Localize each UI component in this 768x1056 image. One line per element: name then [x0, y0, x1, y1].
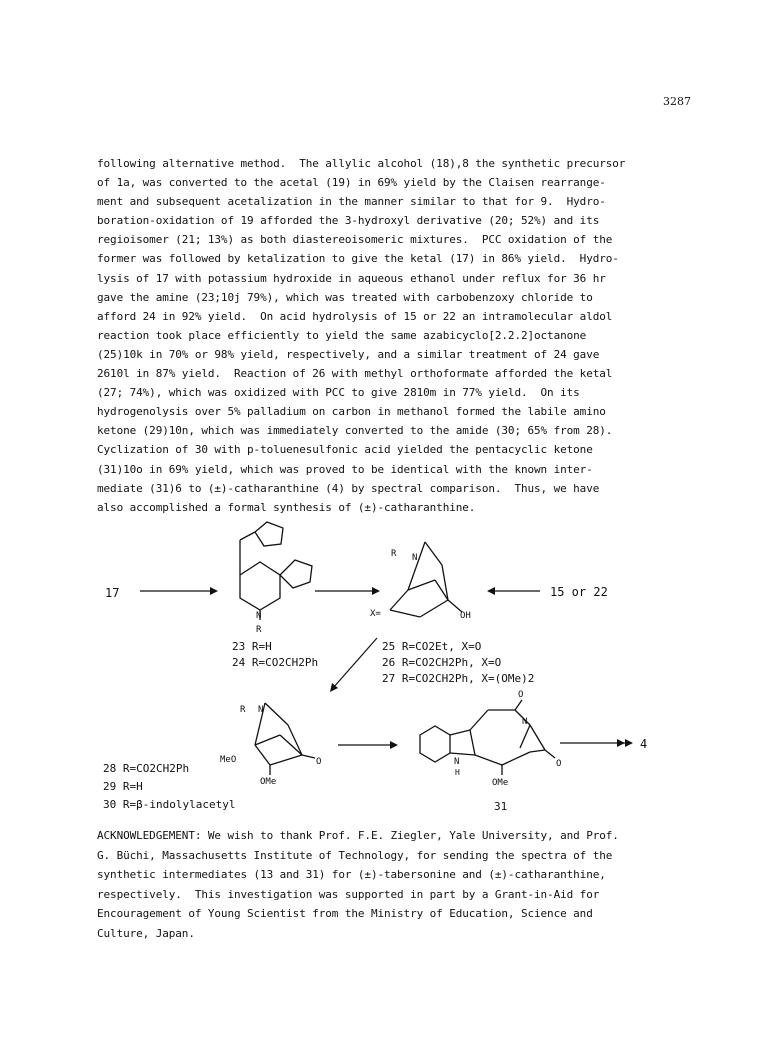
bicyclic-x: X= [370, 609, 381, 619]
pentacycle-n-indole: N [454, 757, 460, 767]
body-line: of 1a, was converted to the acetal (19) in 69% yield by the Claisen rearrange- [97, 176, 606, 190]
compound-4-label: 4 [640, 737, 648, 751]
bicyclic-r: R [391, 549, 397, 559]
body-line: former was followed by ketalization to give the ketal (17) in 86% yield. Hydro- [97, 252, 619, 266]
compound-30-label: 30 R=β-indolylacetyl [103, 798, 236, 811]
piperidine-ketal-structure [240, 522, 312, 635]
body-line: (31)10o in 69% yield, which was proved to be identical with the known inter- [97, 462, 593, 476]
bicyclic-oh: OH [460, 611, 471, 621]
page-number: 3287 [663, 95, 691, 108]
bicyclic-ketone-structure [220, 703, 321, 787]
compound-24-label: 24 R=CO2CH2Ph [232, 656, 319, 669]
body-line: (27; 74%), which was oxidized with PCC to give 2810m in 77% yield. On its [97, 386, 580, 400]
compound-27-label: 27 R=CO2CH2Ph, X=(OMe)2 [382, 672, 535, 685]
ack-line: synthetic intermediates (13 and 31) for (±)-tabersonine and (±)-catharanthine, [97, 868, 606, 881]
arrow-5-head [390, 741, 398, 749]
body-line: gave the amine (23;10j 79%), which was treated with carbobenzoxy chloride to [97, 290, 593, 304]
compound-15-22-label: 15 or 22 [550, 585, 608, 599]
compound-29-label: 29 R=H [103, 780, 143, 793]
ketone-ome: OMe [260, 777, 277, 787]
pentacycle-n-bridge: N [522, 717, 528, 727]
ack-line: G. Büchi, Massachusetts Institute of Technology, for sending the spectra of the [97, 848, 613, 862]
body-line: lysis of 17 with potassium hydroxide in aqueous ethanol under reflux for 36 hr [97, 271, 606, 285]
compound-23-label: 23 R=H [232, 640, 272, 653]
compound-31-label: 31 [494, 800, 508, 813]
arrow-6-head [625, 739, 633, 747]
arrow-2-head [372, 587, 380, 595]
acknowledgement [97, 826, 717, 943]
ketone-r: R [240, 705, 246, 715]
arrow-4 [333, 638, 377, 688]
arrow-6-head-double [617, 739, 625, 747]
body-line: Cyclization of 30 with p-toluenesulfonic acid yielded the pentacyclic ketone [97, 443, 593, 457]
body-line: 2610l in 87% yield. Reaction of 26 with methyl orthoformate afforded the ketal [97, 367, 613, 381]
pentacyclic-ketone-structure [420, 690, 561, 788]
body-line: hydrogenolysis over 5% palladium on carbon in methanol formed the labile amino [97, 405, 606, 419]
body-line: regioisomer (21; 13%) as both diastereoisomeric mixtures. PCC oxidation of the [97, 233, 613, 247]
ketone-meo: MeO [220, 755, 237, 765]
pentacycle-o-top: O [518, 690, 524, 700]
ack-line: respectively. This investigation was supported in part by a Grant-in-Aid for [97, 887, 600, 901]
ketone-n: N [258, 705, 264, 715]
ack-line: Culture, Japan. [97, 926, 195, 940]
ack-line: ACKNOWLEDGEMENT: We wish to thank Prof. F.E. Ziegler, Yale University, and Prof. [97, 829, 619, 842]
body-line: (25)10k in 70% or 98% yield, respectively, and a similar treatment of 24 gave [97, 347, 600, 361]
piperidine-r: R [256, 625, 262, 635]
pentacycle-ome: OMe [492, 778, 509, 788]
body-line: ketone (29)10n, which was immediately converted to the amide (30; 65% from 28). [97, 424, 613, 438]
azabicyclooctane-structure [370, 542, 471, 621]
arrow-1-head [210, 587, 218, 595]
compound-26-label: 26 R=CO2CH2Ph, X=O [382, 656, 502, 669]
compound-25-label: 25 R=CO2Et, X=O [382, 640, 482, 653]
arrow-3-head [487, 587, 495, 595]
piperidine-n: N [256, 611, 262, 621]
ack-line: Encouragement of Young Scientist from the Ministry of Education, Science and [97, 907, 593, 920]
body-line: following alternative method. The allylic alcohol (18),8 the synthetic precursor [97, 157, 626, 170]
body-line: ment and subsequent acetalization in the manner similar to that for 9. Hydro- [97, 195, 606, 209]
bicyclic-n: N [412, 553, 418, 563]
body-line: also accomplished a formal synthesis of (±)-catharanthine. [97, 500, 476, 514]
reaction-scheme [90, 520, 690, 820]
body-line: mediate (31)6 to (±)-catharanthine (4) by spectral comparison. Thus, we have [97, 481, 600, 495]
body-line: afford 24 in 92% yield. On acid hydrolysis of 15 or 22 an intramolecular aldol [97, 309, 613, 323]
compound-17-label: 17 [105, 586, 120, 600]
pentacycle-o: O [556, 759, 562, 769]
ketone-o: O [316, 757, 322, 767]
pentacycle-h: H [455, 768, 460, 777]
compound-28-label: 28 R=CO2CH2Ph [103, 762, 190, 775]
body-text [97, 154, 717, 517]
body-line: boration-oxidation of 19 afforded the 3-hydroxyl derivative (20; 52%) and its [97, 214, 600, 228]
body-line: reaction took place efficiently to yield the same azabicyclo[2.2.2]octanone [97, 328, 587, 342]
